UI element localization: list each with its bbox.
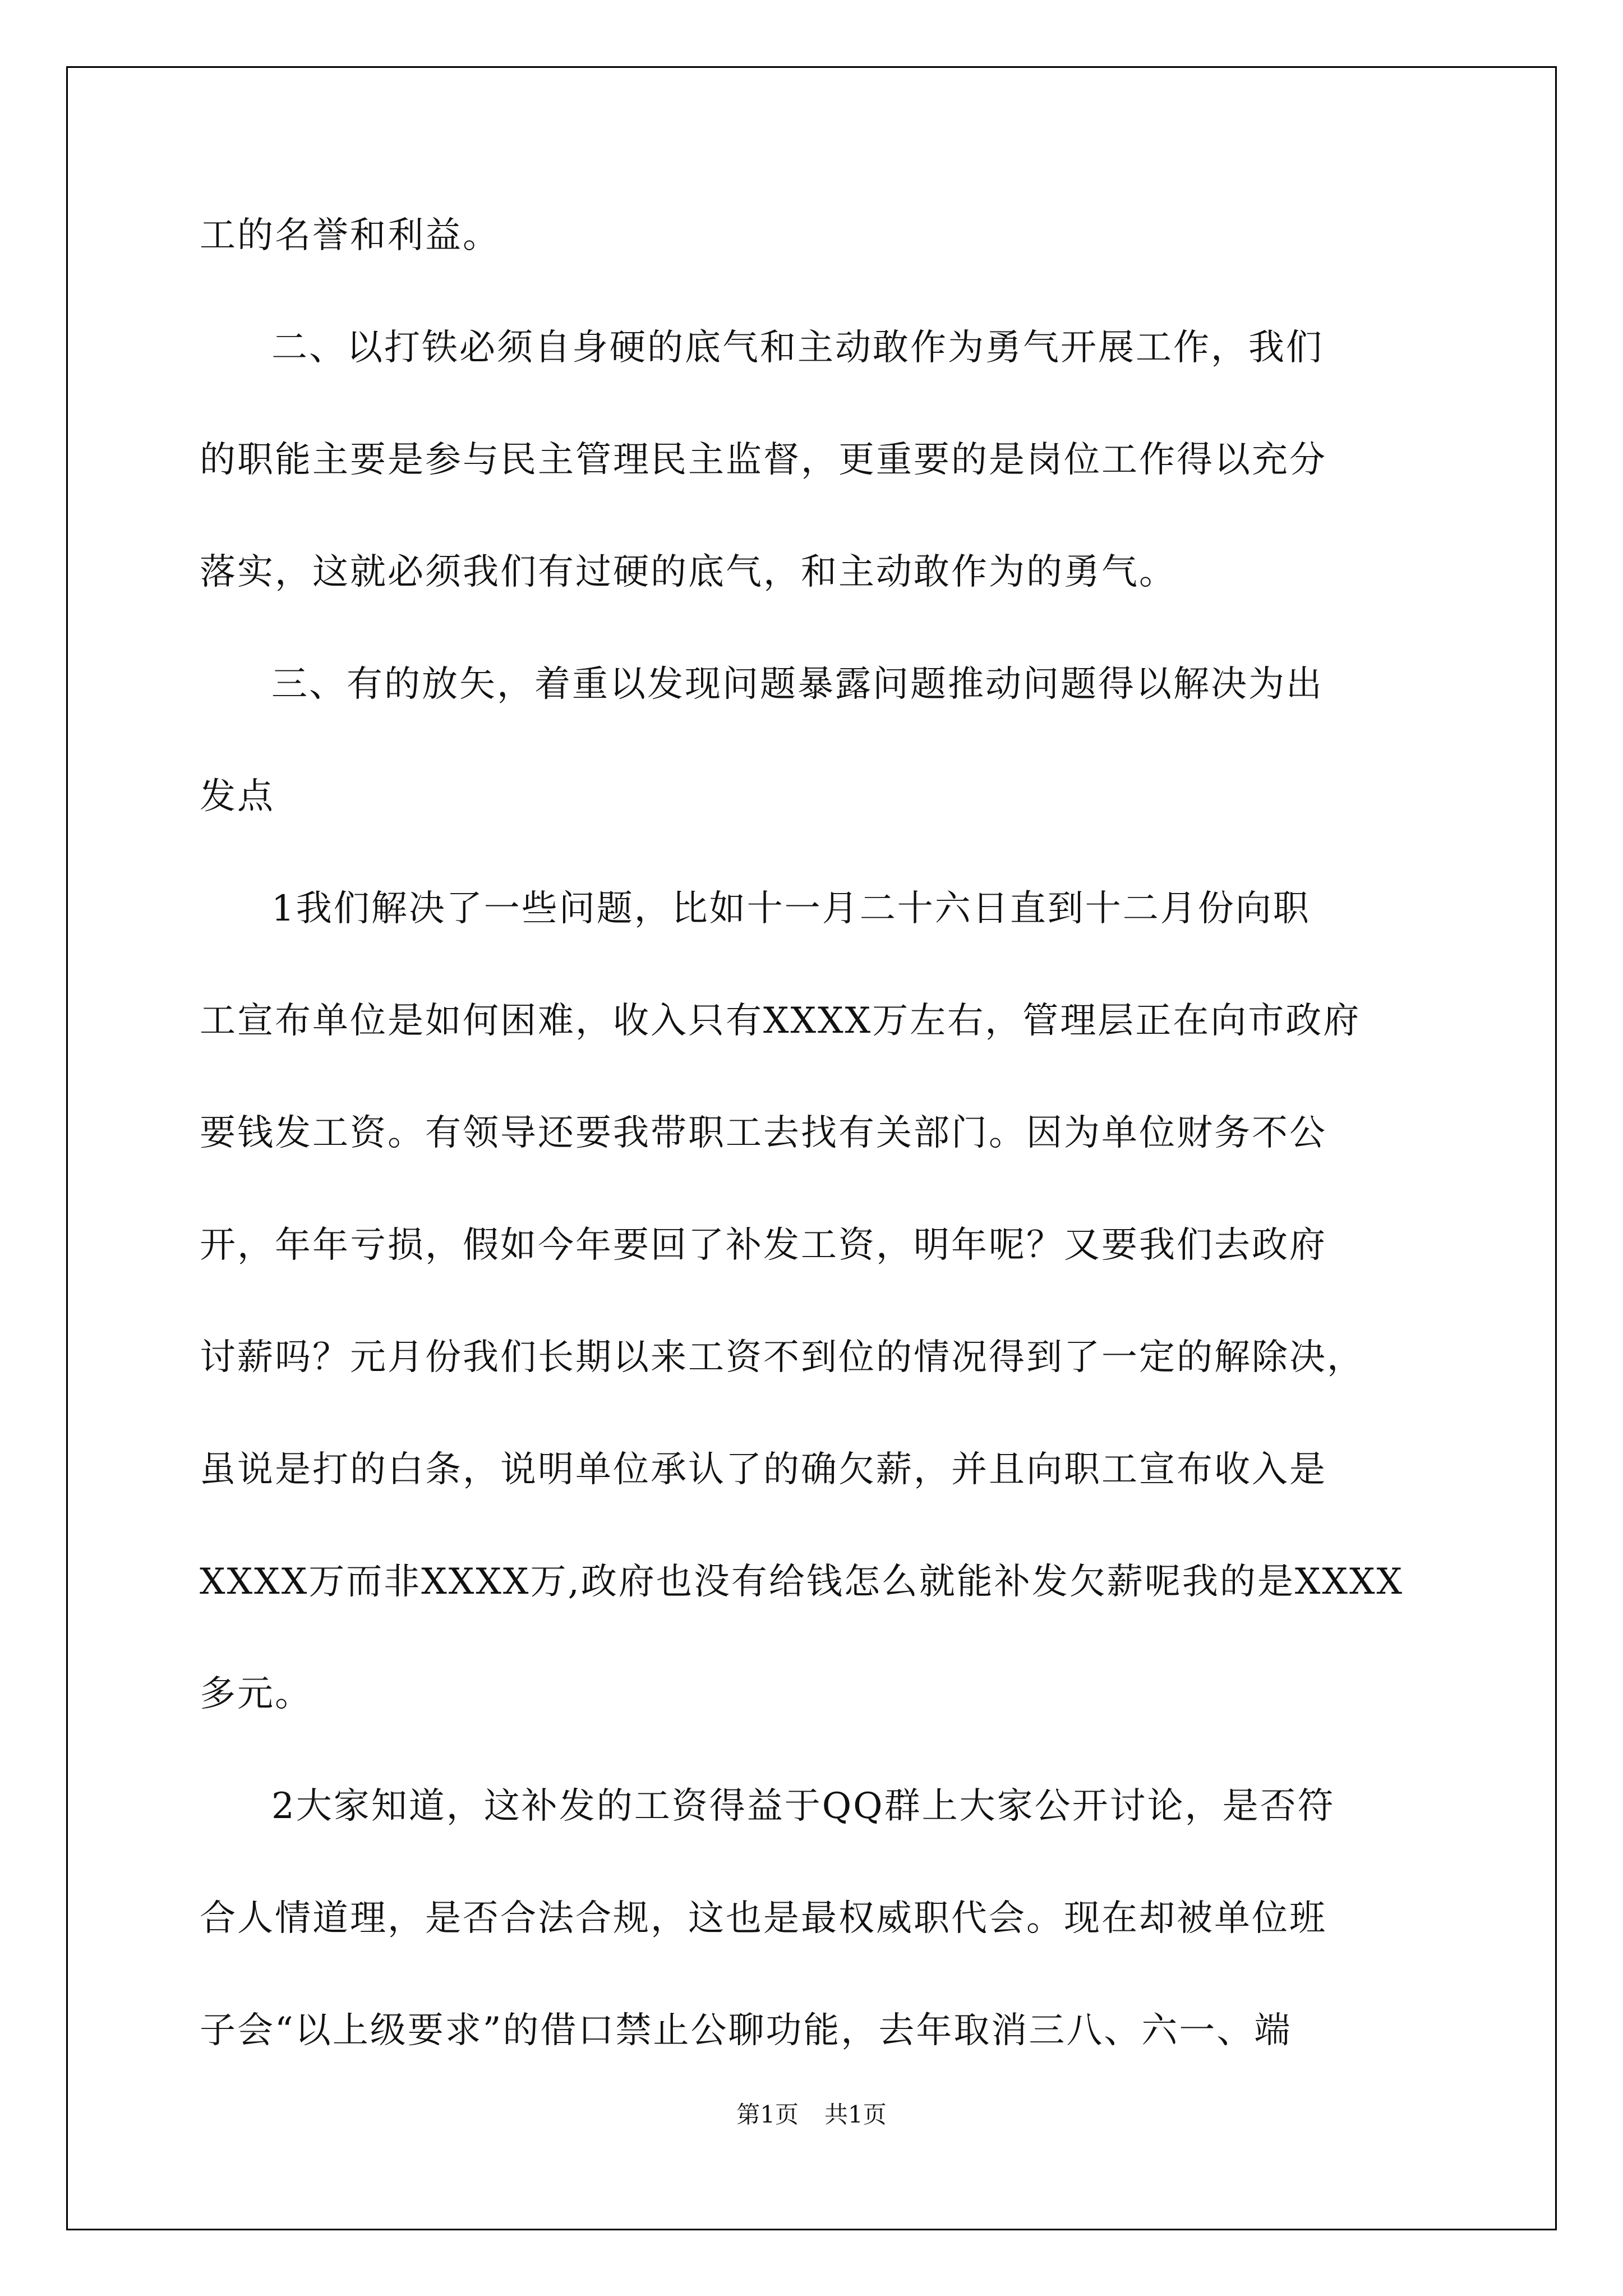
page-number: 第1页	[736, 2101, 799, 2128]
text-line: 的职能主要是参与民主管理民主监督，更重要的是岗位工作得以充分	[200, 439, 1327, 481]
text-line: 2大家知道，这补发的工资得益于QQ群上大家公开讨论，是否符	[271, 1786, 1335, 1827]
text-line: 子会“以上级要求”的借口禁止公聊功能，去年取消三八、六一、端	[200, 2010, 1292, 2051]
text-line: 落实，这就必须我们有过硬的底气，和主动敢作为的勇气。	[200, 551, 1177, 593]
text-line: 发点	[200, 776, 275, 817]
text-line: XXXX万而非XXXX万,政府也没有给钱怎么就能补发欠薪呢我的是XXXX	[200, 1561, 1404, 1603]
text-line: 虽说是打的白条，说明单位承认了的确欠薪，并且向职工宣布收入是	[200, 1449, 1327, 1490]
text-line: 二、以打铁必须自身硬的底气和主动敢作为勇气开展工作，我们	[271, 327, 1324, 369]
text-line: 讨薪吗？元月份我们长期以来工资不到位的情况得到了一定的解除决，	[200, 1337, 1364, 1378]
text-line: 工宣布单位是如何困难，收入只有XXXX万左右，管理层正在向市政府	[200, 1000, 1361, 1042]
text-line: 三、有的放矢，着重以发现问题暴露问题推动问题得以解决为出	[271, 664, 1324, 705]
text-line: 合人情道理，是否合法合规，这也是最权威职代会。现在却被单位班	[200, 1898, 1327, 1939]
text-line: 要钱发工资。有领导还要我带职工去找有关部门。因为单位财务不公	[200, 1112, 1327, 1154]
page-footer	[0, 2101, 1623, 2129]
text-line: 多元。	[200, 1673, 312, 1715]
page-total: 共1页	[824, 2101, 887, 2128]
text-line: 开，年年亏损，假如今年要回了补发工资，明年呢？又要我们去政府	[200, 1225, 1327, 1266]
text-line: 工的名誉和利益。	[200, 215, 500, 256]
text-line: 1我们解决了一些问题，比如十一月二十六日直到十二月份向职	[271, 888, 1311, 930]
